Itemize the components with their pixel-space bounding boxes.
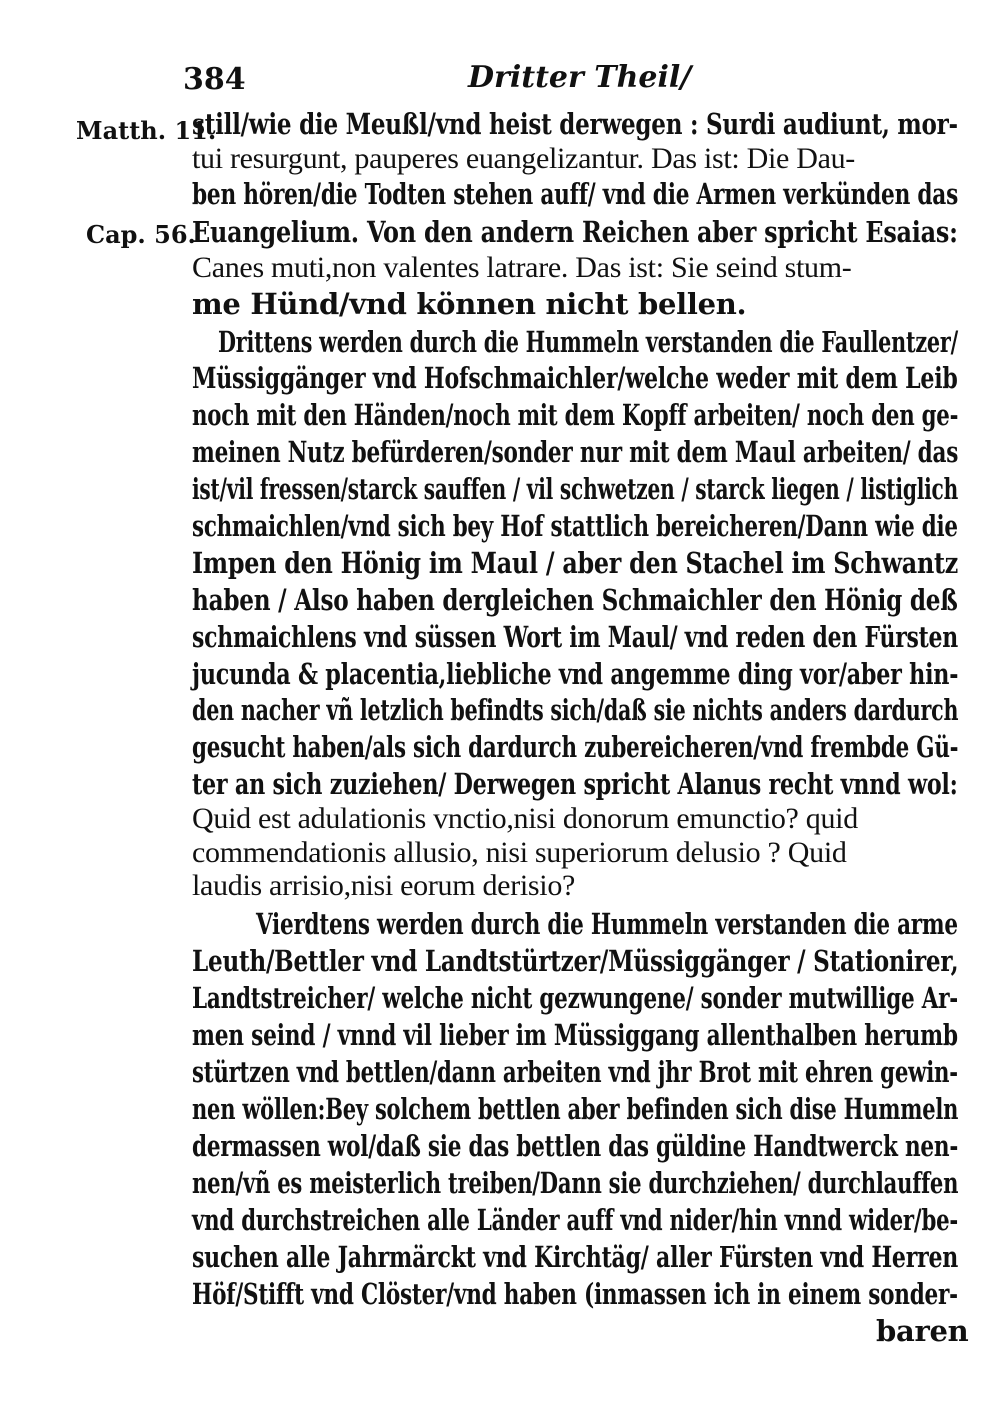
margin-note-chapter: Cap. 56. [86,220,196,249]
text-line: schmaichlen/vnd sich bey Hof stattlich bereicheren/Dann wie die [192,509,958,543]
page-header [183,58,783,98]
text-line: Impen den Hönig im Maul / aber den Stachel im Schwantz [192,546,959,580]
text-line: Landtstreicher/ welche nicht gezwungene/ sonder mutwillige Ar- [192,981,958,1015]
text-line: Drittens werden durch die Hummeln verstanden die Faullentzer/ [218,325,958,359]
text-line: jucunda & placentia,liebliche vnd angemme ding vor/aber hin- [192,657,959,691]
text-line: schmaichlens vnd süssen Wort im Maul/ vnd reden den Fürsten [192,620,958,654]
text-line: Müssiggänger vnd Hofschmaichler/welche weder mit dem Leib [192,361,958,395]
text-line: den nacher vñ letzlich befindts sich/daß sie nichts anders dardurch [192,693,959,727]
text-line: commendationis allusio, nisi superiorum delusio ? Quid [192,836,847,869]
text-line: ist/vil fressen/starck sauffen / vil schwetzen / starck liegen / listiglich [192,472,959,506]
text-line: haben / Also haben dergleichen Schmaichler den Hönig deß [192,583,958,617]
text-line: dermassen wol/daß sie das bettlen das güldine Handtwerck nen- [192,1129,959,1163]
text-line: vnd durchstreichen alle Länder auff vnd nider/hin vnnd wider/be- [192,1203,959,1237]
margin-note-matthew: Matth. 11. [76,116,217,145]
text-line: nen/vñ es meisterlich treiben/Dann sie durchziehen/ durchlauffen [192,1166,959,1200]
text-line: noch mit den Händen/noch mit dem Kopff arbeiten/ noch den ge- [192,398,959,432]
text-line: ter an sich zuziehen/ Derwegen spricht Alanus recht vnnd wol: [192,767,958,801]
text-line: still/wie die Meußl/vnd heist derwegen : Surdi audiunt, mor- [192,107,958,141]
text-line: gesucht haben/als sich dardurch zubereicheren/vnd frembde Gü- [192,730,959,764]
text-line: stürtzen vnd bettlen/dann arbeiten vnd jhr Brot mit ehren gewin- [192,1055,958,1089]
text-line: laudis arrisio,nisi eorum derisio? [192,869,576,902]
running-head: Dritter Theil/ [468,60,692,95]
page-number: 384 [183,62,246,97]
text-line: Canes muti,non valentes latrare. Das ist: Sie seind stum- [192,251,852,284]
text-line: Euangelium. Von den andern Reichen aber spricht Esaias: [192,215,958,249]
text-line: ben hören/die Todten stehen auff/ vnd die Armen verkünden das [192,177,959,211]
text-line: tui resurgunt, pauperes euangelizantur. Das ist: Die Dau- [192,142,855,175]
text-line: me Hünd/vnd können nicht bellen. [192,287,747,321]
text-line: men seind / vnnd vil lieber im Müssiggang allenthalben herumb [192,1018,958,1052]
text-line: Quid est adulationis vnctio,nisi donorum emunctio? quid [192,802,858,835]
catchword: baren [876,1314,969,1348]
text-line: nen wöllen:Bey solchem bettlen aber befinden sich dise Hummeln [192,1092,959,1126]
text-line: Vierdtens werden durch die Hummeln verstanden die arme [256,907,958,941]
text-line: Leuth/Bettler vnd Landtstürtzer/Müssiggänger / Stationirer, [192,944,959,978]
text-line: Höf/Stifft vnd Clöster/vnd haben (inmassen ich in einem sonder- [192,1277,958,1311]
text-line: suchen alle Jahrmärckt vnd Kirchtäg/ aller Fürsten vnd Herren [192,1240,959,1274]
text-line: meinen Nutz befürderen/sonder nur mit dem Maul arbeiten/ das [192,435,959,469]
